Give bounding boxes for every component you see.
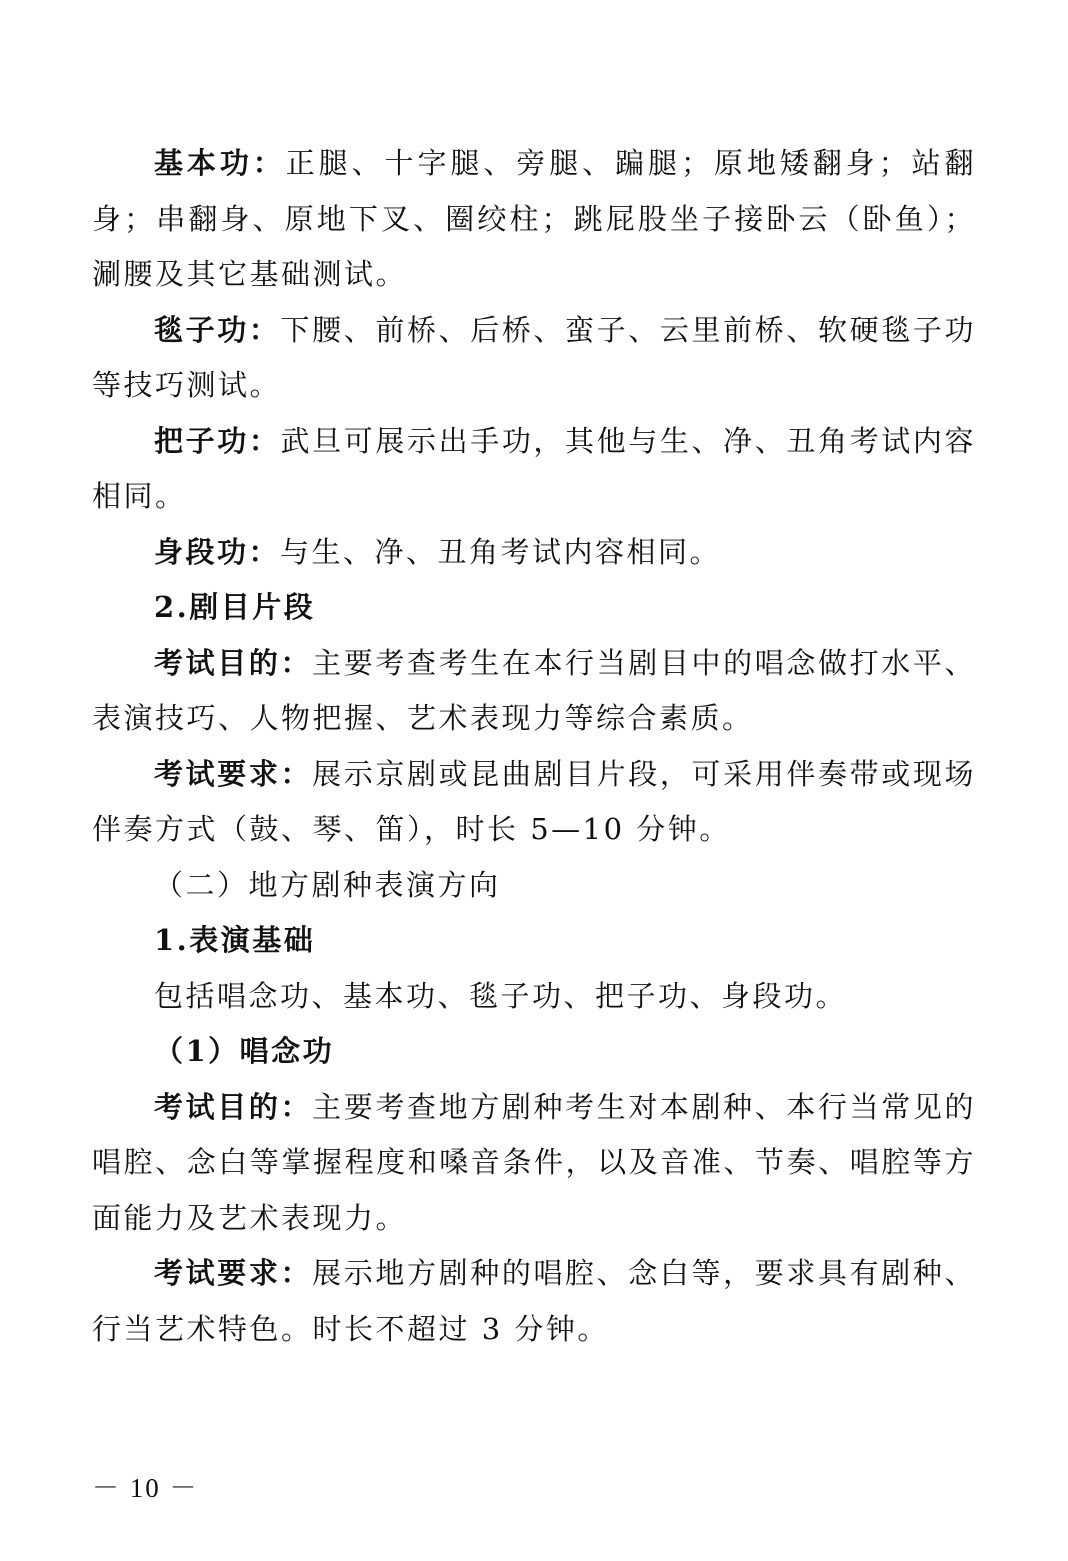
term-label: 考试目的：	[154, 1089, 313, 1124]
term-label: 把子功：	[154, 423, 281, 458]
term-label: 考试要求：	[154, 756, 313, 791]
term-label: 身段功：	[154, 534, 281, 569]
body-text: 包括唱念功、基本功、毯子功、把子功、身段功。	[154, 978, 848, 1013]
term-label: 考试要求：	[154, 1256, 313, 1290]
term-label: 考试目的：	[154, 645, 313, 680]
paragraph-bazigong	[92, 414, 976, 525]
term-text: 与生、净、丑角考试内容相同。	[280, 534, 722, 569]
term-text: 展示京剧或昆曲剧目片段，可采用伴奏带或现场伴奏方式（鼓、琴、笛），时长 5—10 分钟。	[92, 756, 976, 846]
paragraph-jumu-requirement	[92, 747, 976, 858]
term-text: 主要考查考生在本行当剧目中的唱念做打水平、表演技巧、人物把握、艺术表现力等综合素质。	[92, 645, 976, 735]
term-label: 基本功：	[154, 146, 286, 180]
heading-text: （1）唱念功	[154, 1034, 335, 1068]
term-text: 下腰、前桥、后桥、蛮子、云里前桥、软硬毯子功等技巧测试。	[92, 312, 976, 402]
paragraph-tanzigong	[92, 303, 976, 414]
heading-text: （二）地方剧种表演方向	[154, 867, 501, 902]
term-text: 武旦可展示出手功，其他与生、净、丑角考试内容相同。	[92, 423, 976, 513]
heading-text: 1.表演基础	[154, 923, 316, 957]
paragraph-changnian-purpose	[92, 1080, 976, 1247]
section-heading-jumu	[92, 580, 976, 636]
paragraph-jumu-purpose	[92, 636, 976, 747]
term-text: 主要考查地方剧种考生对本剧种、本行当常见的唱腔、念白等掌握程度和嗓音条件，以及音准、节奏、唱腔等方面能力及艺术表现力。	[92, 1089, 976, 1235]
section-heading-changniangong	[92, 1024, 976, 1080]
term-text: 正腿、十字腿、旁腿、蹁腿；原地矮翻身；站翻身；串翻身、原地下叉、圈绞柱；跳屁股坐子接卧云（卧鱼）；涮腰及其它基础测试。	[92, 146, 976, 291]
section-heading-difang	[92, 858, 976, 914]
document-body	[92, 136, 976, 1357]
term-label: 毯子功：	[154, 312, 281, 347]
paragraph-shenduangong	[92, 525, 976, 581]
paragraph-changnian-requirement	[92, 1246, 976, 1357]
section-heading-biaoyan	[92, 913, 976, 969]
page-number: － 10 －	[92, 1473, 199, 1503]
heading-text: 2.剧目片段	[154, 590, 316, 624]
paragraph-baokuo	[92, 969, 976, 1025]
paragraph-jibengong	[92, 136, 976, 303]
term-text: 展示地方剧种的唱腔、念白等，要求具有剧种、行当艺术特色。时长不超过 3 分钟。	[92, 1256, 976, 1346]
